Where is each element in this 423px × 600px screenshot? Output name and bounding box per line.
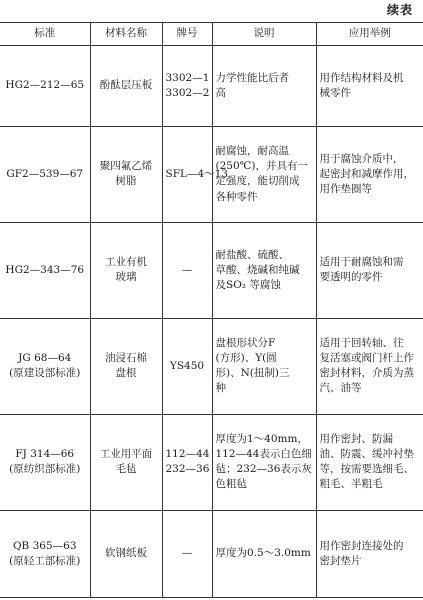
- grade-line: 3302—2: [165, 86, 210, 99]
- application-line: 适用于耐腐蚀和需: [319, 256, 404, 269]
- cell-standard: [0, 510, 90, 597]
- description-line: 力学性能比后者: [215, 71, 289, 84]
- description-line: (250℃)，并具有一: [215, 160, 308, 173]
- description-line: 112—44表示白色细: [215, 447, 312, 460]
- material-line: 盘根: [115, 367, 137, 380]
- grade-line: —: [181, 547, 193, 560]
- application-line: 复活塞或阀门杆上作: [319, 352, 414, 365]
- application-line: 用作密封连接处的: [319, 539, 404, 552]
- description-line: 高: [215, 86, 226, 99]
- cell-application: [316, 414, 423, 510]
- standard-line: HG2—343—76: [5, 263, 85, 276]
- application-line: 密封材料，介质为蒸: [319, 367, 414, 380]
- cell-standard: [0, 126, 90, 222]
- application-line: 粗毛、半粗毛: [319, 478, 383, 491]
- table-row: [0, 126, 423, 222]
- application-line: 汽、油等: [319, 382, 362, 395]
- material-line: 油浸石棉: [105, 352, 147, 365]
- application-line: 起密封和减摩作用，: [319, 167, 414, 180]
- application-line: 用作密封、防漏: [319, 432, 393, 445]
- description-line: 种: [215, 382, 226, 395]
- table-body: [0, 46, 423, 598]
- application-line: 用于腐蚀介质中，: [319, 152, 404, 165]
- cell-description: [212, 222, 316, 318]
- standard-line: JG 68—64: [18, 352, 72, 365]
- cell-material: [90, 46, 162, 127]
- grade-line: —: [181, 263, 193, 276]
- grade-line: 112—44: [165, 447, 210, 460]
- header-material: 材料名称: [90, 23, 162, 46]
- cell-grade: [162, 414, 212, 510]
- material-line: 聚四氟乙烯: [99, 160, 153, 173]
- cell-description: [212, 126, 316, 222]
- cell-material: [90, 414, 162, 510]
- description-line: 耐腐蚀，耐高温: [215, 145, 289, 157]
- application-line: 油、防震、缓冲衬垫: [319, 447, 414, 460]
- material-line: 软钢纸板: [105, 547, 147, 560]
- cell-description: [212, 510, 316, 597]
- description-line: 各种零件: [215, 190, 258, 203]
- material-line: 工业用平面: [99, 447, 153, 460]
- description-line: (方形)、Y(圆: [215, 352, 277, 365]
- table-row: [0, 414, 423, 510]
- cell-standard: [0, 222, 90, 318]
- description-line: 厚度为1～40mm，: [215, 432, 308, 445]
- standard-line: FJ 314—66: [15, 447, 75, 460]
- cell-grade: [162, 126, 228, 222]
- header-grade: 牌号: [162, 23, 212, 46]
- cell-standard: [0, 414, 90, 510]
- description-line: 形)、N(扭制)三: [215, 367, 290, 380]
- table-row: [0, 46, 423, 127]
- description-line: 盘根形状分F: [215, 336, 276, 349]
- cell-material: [90, 222, 162, 318]
- cell-grade: [162, 46, 212, 127]
- description-line: 草酸、烧碱和纯碱: [215, 263, 300, 276]
- application-line: 械零件: [319, 86, 351, 99]
- standard-line: GF2—539—67: [6, 167, 84, 180]
- material-line: 玻璃: [115, 271, 137, 284]
- table-row: [0, 222, 423, 318]
- grade-line: 232—36: [165, 463, 210, 476]
- standard-line: QB 365—63: [12, 539, 77, 552]
- standard-line: (原建设部标准): [9, 367, 81, 380]
- description-line: 色粗毡: [215, 478, 247, 491]
- description-line: 及SO₂ 等腐蚀: [215, 278, 281, 291]
- material-line: 工业有机: [105, 256, 147, 269]
- page-header: [0, 0, 423, 22]
- grade-line: SFL—4～13: [165, 167, 228, 180]
- table-row: [0, 318, 423, 414]
- standard-line: (原轻工部标准): [9, 554, 81, 567]
- material-line: 树脂: [115, 175, 137, 188]
- cell-application: [316, 318, 423, 414]
- cell-application: [316, 510, 423, 597]
- description-line: 耐盐酸、硫酸、: [215, 248, 289, 261]
- cell-grade: [162, 510, 212, 597]
- application-line: 密封垫片: [319, 554, 362, 567]
- cell-material: [90, 510, 162, 597]
- application-line: 适用于回转轴、往: [319, 336, 404, 349]
- application-line: 等，按需要选细毛、: [319, 463, 414, 476]
- application-line: 要透明的零件: [319, 271, 383, 284]
- header-row: [0, 23, 423, 46]
- material-line: 酚酞层压板: [99, 79, 153, 92]
- cell-material: [90, 318, 162, 414]
- cell-standard: [0, 318, 90, 414]
- standard-line: HG2—212—65: [5, 79, 85, 92]
- cell-description: [212, 414, 316, 510]
- table-row: [0, 510, 423, 597]
- cell-description: [212, 46, 316, 127]
- standard-line: (原纺织部标准): [9, 463, 81, 476]
- cell-description: [212, 318, 316, 414]
- header-description: 说明: [212, 23, 316, 46]
- header-application: 应用举例: [316, 23, 423, 46]
- grade-line: 3302—1: [165, 71, 210, 84]
- cell-application: [316, 46, 423, 127]
- application-line: 用作垫圈等: [319, 183, 372, 196]
- cell-application: [316, 126, 423, 222]
- cell-material: [90, 126, 162, 222]
- application-line: 用作结构材料及机: [319, 71, 404, 84]
- description-line: 定强度，能切削成: [215, 175, 300, 188]
- cell-application: [316, 222, 423, 318]
- continued-label: 续表: [386, 3, 413, 17]
- materials-table: [0, 22, 423, 598]
- grade-line: YS450: [169, 359, 205, 372]
- description-line: 毡；232—36表示灰: [215, 463, 312, 476]
- cell-grade: [162, 318, 212, 414]
- description-line: 厚度为0.5～3.0mm: [215, 547, 311, 560]
- cell-grade: [162, 222, 212, 318]
- material-line: 毛毡: [115, 463, 137, 476]
- cell-standard: [0, 46, 90, 127]
- header-standard: 标准: [0, 23, 90, 46]
